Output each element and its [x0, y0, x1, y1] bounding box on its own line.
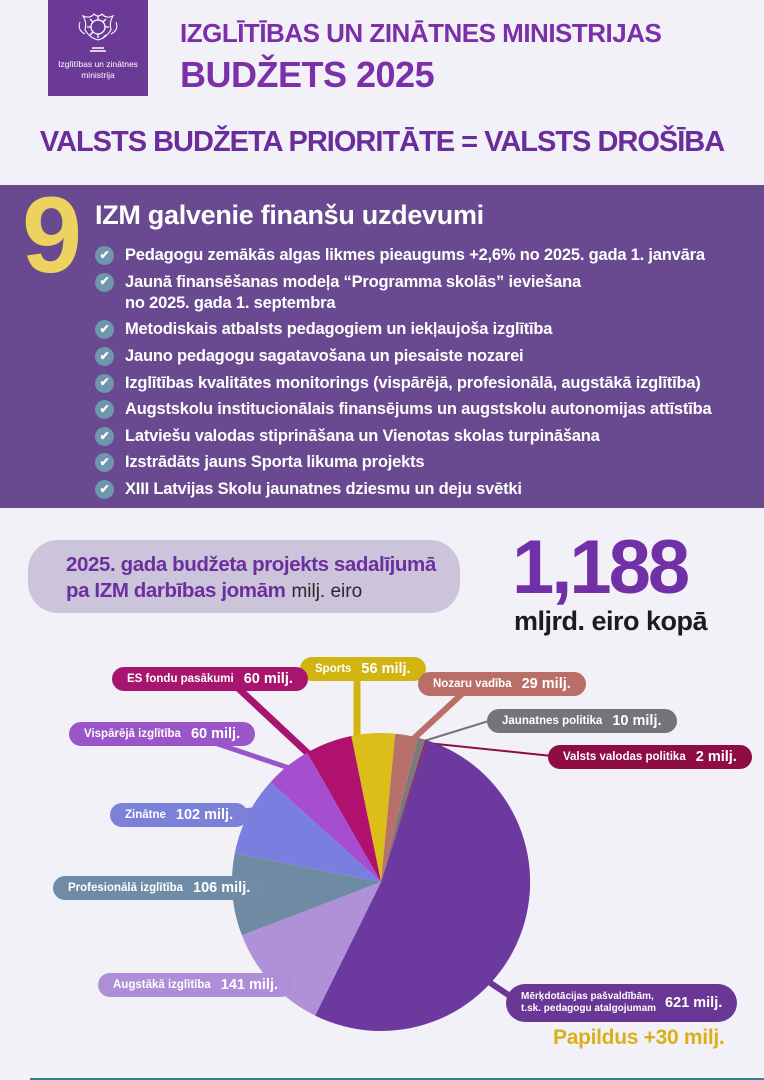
pie-label-value: 141 milj.	[220, 977, 279, 993]
pie-label-jaunatnes-politika	[487, 709, 677, 733]
pie-label-valsts-valodas-politika	[548, 745, 752, 769]
pie-label-value: 60 milj.	[190, 726, 241, 742]
task-item: ✔ Augstskolu institucionālais finansējums un augstskolu autonomijas attīstība	[95, 399, 750, 420]
check-icon: ✔	[95, 400, 114, 419]
pie-label-value: 106 milj.	[193, 880, 251, 896]
pie-label-name: Jaunatnes politika	[502, 715, 603, 727]
pie-label-augstaka-izglitiba	[98, 973, 293, 997]
pie-label-value: 102 milj.	[175, 807, 234, 823]
tasks-count: 9	[22, 174, 83, 295]
pie-label-sports	[300, 657, 426, 681]
priority-subtitle: VALSTS BUDŽETA PRIORITĀTE = VALSTS DROŠĪBA	[39, 126, 725, 158]
title-line1: IZGLĪTĪBAS UN ZINĀTNES MINISTRIJAS	[180, 18, 662, 48]
pie-label-name: Valsts valodas politika	[563, 751, 686, 763]
chart-title-line2: pa IZM darbības jomām milj. eiro	[66, 579, 363, 602]
pie-label-name: Vispārējā izglītība	[84, 728, 181, 740]
pie-label-nozaru-vadiba	[418, 672, 586, 696]
check-icon: ✔	[95, 246, 114, 265]
check-icon: ✔	[95, 320, 114, 339]
pie-label-name: Nozaru vadība	[433, 678, 512, 690]
pie-label-value: 29 milj.	[521, 676, 571, 692]
pie-label-zinatne	[110, 803, 248, 827]
pie-label-es-fondu-pasakumi	[112, 667, 308, 691]
chart-unit: milj. eiro	[291, 581, 363, 602]
pie-label-value: 10 milj.	[612, 713, 662, 729]
budget-total-unit: mljrd. eiro kopā	[514, 606, 708, 636]
extra-note: Papildus +30 milj.	[553, 1026, 725, 1049]
pie-label-value: 621 milj.	[665, 995, 723, 1011]
check-icon: ✔	[95, 427, 114, 446]
pie-label-value: 60 milj.	[243, 671, 293, 687]
task-item: ✔ Jauno pedagogu sagatavošana un piesaiste nozarei	[95, 346, 750, 367]
leader-line-nozaru-vadiba	[410, 692, 464, 742]
pie-label-name: Profesionālā izglītība	[68, 882, 184, 894]
logo-text: Izglītības un zinātnes ministrija	[58, 59, 138, 80]
tasks-panel-title: IZM galvenie finanšu uzdevumi	[95, 200, 484, 230]
pie-label-name: Mērķdotācijas pašvaldībām, t.sk. pedagogu atalgojumam	[521, 991, 657, 1014]
task-item: ✔ Pedagogu zemākās algas likmes pieaugums +2,6% no 2025. gada 1. janvāra	[95, 245, 750, 266]
task-item: ✔ Jaunā finansēšanas modeļa “Programma skolās” ieviešana no 2025. gada 1. septembra	[95, 272, 750, 314]
pie-label-name: Sports	[315, 663, 352, 675]
leader-line-vispareja-izglitiba	[212, 742, 292, 769]
check-icon: ✔	[95, 374, 114, 393]
task-item: ✔ Izstrādāts jauns Sporta likuma projekts	[95, 452, 750, 473]
check-icon: ✔	[95, 347, 114, 366]
pie-label-merkdotacijas	[506, 984, 737, 1022]
task-item: ✔ Izglītības kvalitātes monitorings (vispārējā, profesionālā, augstākā izglītība)	[95, 373, 750, 394]
check-icon: ✔	[95, 480, 114, 499]
title-line2: BUDŽETS 2025	[180, 54, 435, 95]
pie-label-vispareja-izglitiba	[69, 722, 255, 746]
task-item: ✔ Metodiskais atbalsts pedagogiem un iekļaujoša izglītība	[95, 319, 750, 340]
pie-label-name: Zinātne	[125, 809, 166, 821]
pie-label-name: Augstākā izglītība	[113, 979, 211, 991]
pie-label-value: 56 milj.	[361, 661, 411, 677]
budget-total-value: 1,188	[512, 525, 688, 610]
check-icon: ✔	[95, 453, 114, 472]
task-item: ✔ XIII Latvijas Skolu jaunatnes dziesmu un deju svētki	[95, 479, 750, 500]
task-item: ✔ Latviešu valodas stiprināšana un Vienotas skolas turpināšana	[95, 426, 750, 447]
pie-label-profesionala-izglitiba	[53, 876, 265, 900]
check-icon: ✔	[95, 273, 114, 292]
chart-title-line1: 2025. gada budžeta projekts sadalījumā	[66, 553, 436, 576]
pie-label-value: 2 milj.	[695, 749, 737, 765]
pie-label-name: ES fondu pasākumi	[127, 673, 234, 685]
